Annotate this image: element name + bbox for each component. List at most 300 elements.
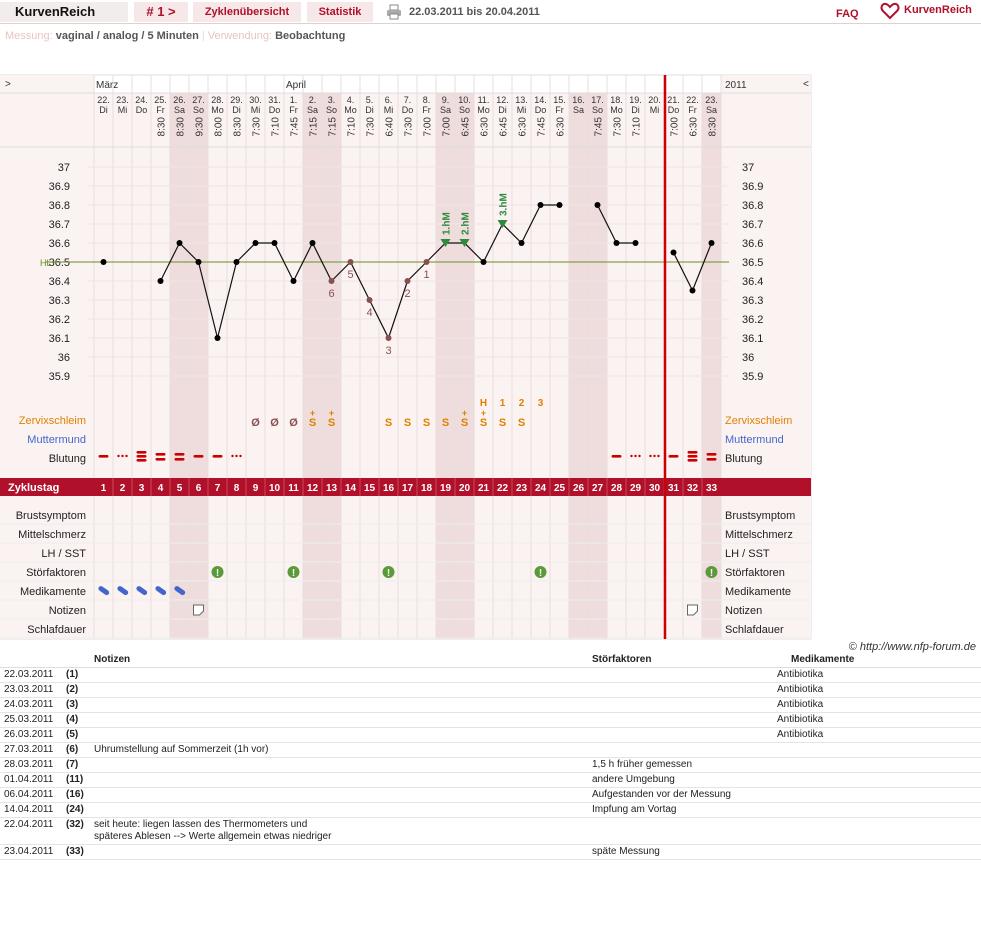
measure-time: 7:10	[631, 117, 643, 137]
bleeding-dot	[235, 455, 237, 457]
measure-time: 6:30	[517, 117, 529, 137]
day-date: 3.	[327, 95, 336, 105]
bleeding-dot	[638, 455, 640, 457]
cycle-day-number: 4	[157, 483, 164, 494]
temperature-point	[177, 240, 183, 246]
disturbance-icon-mark: !	[291, 568, 296, 579]
bleeding-bar	[707, 453, 717, 456]
day-date: 12.	[496, 95, 509, 105]
measure-time: 7:30	[365, 117, 377, 137]
day-weekday: Mo	[477, 105, 490, 115]
measure-time: 7:45	[289, 117, 301, 137]
note-disturbance	[588, 697, 773, 712]
cycle-day-number: 9	[252, 483, 259, 494]
measure-time: 6:45	[460, 117, 472, 137]
day-column-bg	[398, 93, 417, 639]
note-date: 06.04.2011	[0, 787, 62, 802]
notes-table	[0, 653, 981, 860]
faq-link[interactable]: FAQ	[836, 8, 859, 20]
day-column-bg	[664, 93, 683, 639]
usage-label: Verwendung:	[207, 30, 272, 42]
temperature-point	[215, 335, 221, 341]
day-date: 28.	[211, 95, 224, 105]
day-weekday: Sa	[439, 105, 452, 115]
measure-time: 6:45	[498, 117, 510, 137]
temperature-point	[367, 297, 373, 303]
bleeding-bar	[612, 455, 622, 458]
note-disturbance	[588, 712, 773, 727]
measure-time: 7:15	[327, 117, 339, 137]
day-column-bg	[645, 93, 664, 639]
measure-time: 9:30	[194, 117, 206, 137]
day-weekday: Mi	[250, 105, 261, 115]
note-disturbance	[588, 817, 773, 844]
day-date: 9.	[441, 95, 450, 105]
mucus-symbol: Ø	[270, 417, 279, 429]
bleeding-bar	[175, 453, 185, 456]
row-label-cervix: Muttermund	[27, 434, 86, 446]
day-date: 25.	[154, 95, 167, 105]
day-weekday: Do	[135, 105, 148, 115]
y-tick-label-right: 36	[742, 352, 755, 364]
day-weekday: Do	[268, 105, 281, 115]
note-text	[90, 757, 588, 772]
day-column-bg	[227, 93, 246, 639]
note-disturbance	[588, 682, 773, 697]
note-medication	[773, 757, 981, 772]
app-title: KurvenReich	[0, 2, 128, 22]
day-date: 7.	[403, 95, 412, 105]
note-date: 23.03.2011	[0, 682, 62, 697]
day-weekday: Do	[534, 105, 547, 115]
low-temp-label: 2	[404, 288, 411, 300]
measure-time: 6:30	[479, 117, 491, 137]
cycle-day-number: 32	[686, 483, 699, 494]
note-date: 28.03.2011	[0, 757, 62, 772]
cycle-day-number: 17	[401, 483, 414, 494]
day-date: 8.	[422, 95, 431, 105]
day-date: 19.	[629, 95, 642, 105]
cycle-day-number: 19	[439, 483, 452, 494]
y-tick-label-right: 36.2	[742, 314, 764, 326]
day-date: 20.	[648, 95, 661, 105]
note-medication: Antibiotika	[773, 697, 981, 712]
cycle-day-number: 11	[288, 483, 299, 494]
high-temp-label: 2.hM	[460, 212, 472, 235]
day-weekday: Sa	[572, 105, 585, 115]
measure-time: 7:30	[403, 117, 415, 137]
day-column-bg	[303, 93, 322, 639]
day-column-bg	[550, 93, 569, 639]
mucus-symbol: S	[517, 417, 526, 429]
date-range: 22.03.2011 bis 20.04.2011	[409, 6, 540, 18]
mucus-plus: +	[480, 408, 487, 418]
cycle-day-number: 29	[629, 483, 642, 494]
day-column-bg	[531, 93, 550, 639]
cycle-day-number: 20	[458, 483, 471, 494]
day-weekday: Di	[232, 105, 241, 115]
mucus-symbol: S	[441, 417, 450, 429]
day-date: 21.	[667, 95, 680, 105]
row-label-right-notes: Notizen	[725, 605, 763, 617]
stoer-header: Störfaktoren	[588, 653, 773, 667]
note-disturbance: Aufgestanden vor der Messung	[588, 787, 773, 802]
high-temp-label: 1.hM	[441, 212, 453, 235]
note-medication	[773, 787, 981, 802]
day-column-bg	[417, 93, 436, 639]
mucus-symbol: S	[498, 417, 507, 429]
day-weekday: Do	[667, 105, 680, 115]
disturbance-icon-mark: !	[538, 568, 543, 579]
note-text: Uhrumstellung auf Sommerzeit (1h vor)	[90, 742, 588, 757]
day-weekday: Mo	[211, 105, 224, 115]
temperature-point	[538, 202, 544, 208]
row-label-mucus: Zervixschleim	[18, 415, 86, 427]
day-weekday: So	[458, 105, 471, 115]
bleeding-bar	[707, 458, 717, 461]
row-label-right-cervix: Muttermund	[725, 434, 784, 446]
day-weekday: Mi	[383, 105, 394, 115]
row-label-right-stoer: Störfaktoren	[725, 567, 785, 579]
day-column-bg	[607, 93, 626, 639]
note-medication	[773, 817, 981, 844]
bleeding-bar	[669, 455, 679, 458]
bleeding-dot	[117, 455, 119, 457]
bleeding-bar	[194, 455, 204, 458]
temperature-point	[196, 259, 202, 265]
temperature-point	[234, 259, 240, 265]
cycle-day-number: 24	[534, 483, 547, 494]
notes-header: Notizen	[90, 653, 588, 667]
day-date: 29.	[230, 95, 243, 105]
row-label-notes: Notizen	[48, 605, 86, 617]
y-tick-label-right: 36.7	[742, 219, 764, 231]
note-text	[90, 802, 588, 817]
temperature-point	[557, 202, 563, 208]
mucus-plus: +	[461, 408, 468, 418]
y-tick-label-right: 36.3	[742, 295, 764, 307]
bleeding-bar	[175, 458, 185, 461]
y-tick-label-right: 36.8	[742, 200, 764, 212]
day-column-bg	[569, 93, 588, 639]
y-tick-label: 36.3	[48, 295, 70, 307]
measure-time: 7:15	[308, 117, 320, 137]
bleeding-bar	[688, 459, 698, 462]
notes-row	[0, 727, 981, 742]
y-tick-label: 35.9	[48, 371, 70, 383]
row-label-lh: LH / SST	[41, 548, 86, 560]
y-tick-label: 36.2	[48, 314, 70, 326]
temperature-point	[481, 259, 487, 265]
bleeding-bar	[213, 455, 223, 458]
note-cycle-day: (33)	[62, 844, 90, 859]
row-label-bleeding: Blutung	[48, 453, 86, 465]
med-header: Medikamente	[773, 653, 981, 667]
day-column-bg	[132, 93, 151, 639]
note-date: 01.04.2011	[0, 772, 62, 787]
cycle-day-number: 10	[268, 483, 281, 494]
note-cycle-day: (16)	[62, 787, 90, 802]
y-tick-label: 36.1	[48, 333, 70, 345]
day-weekday: Fr	[422, 105, 431, 115]
temperature-point	[158, 278, 164, 284]
day-weekday: Fr	[289, 105, 298, 115]
temperature-point	[690, 288, 696, 294]
day-date: 5.	[365, 95, 374, 105]
day-column-bg	[702, 93, 721, 639]
y-tick-label: 36.4	[48, 276, 70, 288]
day-weekday: Do	[401, 105, 414, 115]
coverline-label: HL	[40, 258, 52, 268]
temperature-point	[671, 250, 677, 256]
note-text	[90, 844, 588, 859]
temperature-point	[329, 278, 335, 284]
note-cycle-day: (24)	[62, 802, 90, 817]
row-label-right-med: Medikamente	[725, 586, 792, 598]
cycle-day-number: 25	[553, 483, 566, 494]
usage-value: Beobachtung	[275, 30, 346, 42]
day-date: 23.	[116, 95, 129, 105]
cycle-day-number: 21	[477, 483, 490, 494]
bleeding-dot	[657, 455, 659, 457]
notes-row	[0, 712, 981, 727]
bleeding-bar	[137, 459, 147, 462]
cycle-day-number: 14	[344, 483, 357, 494]
note-date: 25.03.2011	[0, 712, 62, 727]
day-column-bg	[341, 93, 360, 639]
note-medication	[773, 802, 981, 817]
y-tick-label: 36	[57, 352, 70, 364]
year-label: 2011	[725, 80, 747, 91]
mucus-symbol: S	[403, 417, 412, 429]
day-weekday: Mi	[117, 105, 128, 115]
statistics-tab[interactable]: Statistik	[307, 2, 373, 22]
mucus-plus: +	[309, 408, 316, 418]
note-medication: Antibiotika	[773, 667, 981, 682]
day-column-bg	[436, 93, 455, 639]
day-weekday: Di	[631, 105, 640, 115]
day-date: 16.	[572, 95, 585, 105]
day-weekday: Fr	[156, 105, 165, 115]
day-column-bg	[94, 93, 113, 639]
row-label-right-breast: Brustsymptom	[725, 510, 796, 522]
note-date: 26.03.2011	[0, 727, 62, 742]
day-column-bg	[474, 93, 493, 639]
cycle-day-number: 3	[138, 483, 145, 494]
day-date: 26.	[173, 95, 186, 105]
measure-time: 6:30	[688, 117, 700, 137]
day-weekday: Sa	[173, 105, 186, 115]
nav-right-arrow: <	[803, 79, 809, 90]
note-date: 24.03.2011	[0, 697, 62, 712]
day-date: 2.	[308, 95, 317, 105]
temperature-point	[386, 335, 392, 341]
temperature-point	[272, 240, 278, 246]
bleeding-bar	[156, 458, 166, 461]
day-date: 6.	[384, 95, 393, 105]
measure-time: 6:40	[384, 117, 396, 137]
mucus-peak-label: 3	[537, 398, 544, 409]
cycle-day-number: 8	[233, 483, 240, 494]
y-tick-label-right: 36.4	[742, 276, 764, 288]
temperature-point	[310, 240, 316, 246]
day-weekday: Mo	[344, 105, 357, 115]
day-date: 14.	[534, 95, 547, 105]
measure-time: 6:30	[555, 117, 567, 137]
low-temp-label: 6	[328, 288, 335, 300]
note-medication: Antibiotika	[773, 682, 981, 697]
bleeding-bar	[99, 455, 109, 458]
day-column-bg	[683, 93, 702, 639]
note-cycle-day: (7)	[62, 757, 90, 772]
measure-time: 7:45	[536, 117, 548, 137]
note-medication: Antibiotika	[773, 727, 981, 742]
cycle-day-number: 12	[306, 483, 319, 494]
measure-time: 8:30	[707, 117, 719, 137]
cycle-day-number: 27	[591, 483, 604, 494]
note-medication: Antibiotika	[773, 712, 981, 727]
note-medication	[773, 844, 981, 859]
cycle-day-number: 13	[325, 483, 338, 494]
day-date: 13.	[515, 95, 528, 105]
note-medication	[773, 772, 981, 787]
separator: |	[201, 30, 208, 42]
nav-left-arrow: >	[5, 79, 11, 90]
cycle-day-number: 2	[119, 483, 126, 494]
notes-row	[0, 682, 981, 697]
note-medication	[773, 742, 981, 757]
measure-time: 7:30	[612, 117, 624, 137]
y-tick-label-right: 37	[742, 162, 755, 174]
day-date: 11.	[477, 95, 490, 105]
row-label-right-mucus: Zervixschleim	[725, 415, 793, 427]
row-label-med: Medikamente	[19, 586, 86, 598]
note-cycle-day: (32)	[62, 817, 90, 844]
note-text	[90, 787, 588, 802]
measure-time: 7:10	[346, 117, 358, 137]
mucus-symbol: Ø	[251, 417, 260, 429]
note-date: 23.04.2011	[0, 844, 62, 859]
low-temp-label: 3	[385, 345, 392, 357]
cycle-day-number: 31	[667, 483, 680, 494]
low-temp-label: 4	[366, 307, 373, 319]
bleeding-dot	[239, 455, 241, 457]
day-date: 17.	[591, 95, 604, 105]
notes-row	[0, 802, 981, 817]
day-column-bg	[588, 93, 607, 639]
measure-time: 8:00	[213, 117, 225, 137]
cycle-day-number: 30	[648, 483, 661, 494]
temperature-point	[291, 278, 297, 284]
measure-time: 7:45	[593, 117, 605, 137]
measure-time: 7:00	[422, 117, 434, 137]
row-label-breast: Brustsymptom	[15, 510, 86, 522]
temperature-point	[633, 240, 639, 246]
day-weekday: Fr	[555, 105, 564, 115]
cycle-day-number: 23	[515, 483, 528, 494]
mucus-symbol: S	[422, 417, 431, 429]
cycle-overview-tab[interactable]: Zyklenübersicht	[193, 2, 301, 22]
logo-text: KurvenReich	[904, 4, 972, 16]
measure-time: 8:30	[175, 117, 187, 137]
bleeding-dot	[653, 455, 655, 457]
note-cycle-day: (1)	[62, 667, 90, 682]
day-weekday: So	[591, 105, 604, 115]
cycle-day-number: 15	[363, 483, 376, 494]
day-date: 15.	[553, 95, 566, 105]
day-date: 24.	[135, 95, 148, 105]
note-disturbance	[588, 727, 773, 742]
notes-row	[0, 742, 981, 757]
measure-time: 7:30	[251, 117, 263, 137]
cycle-number-button[interactable]: # 1 >	[134, 2, 188, 22]
note-text	[90, 682, 588, 697]
notes-row	[0, 757, 981, 772]
cycle-day-number: 26	[572, 483, 585, 494]
note-date: 22.04.2011	[0, 817, 62, 844]
temperature-point	[101, 259, 107, 265]
day-column-bg	[360, 93, 379, 639]
note-date: 22.03.2011	[0, 667, 62, 682]
cycle-day-number: 5	[176, 483, 183, 494]
row-label-right-lh: LH / SST	[725, 548, 770, 560]
bleeding-dot	[231, 455, 233, 457]
bleeding-dot	[125, 455, 127, 457]
row-label-right-sleep: Schlafdauer	[725, 624, 784, 636]
day-column-bg	[265, 93, 284, 639]
note-disturbance: 1,5 h früher gemessen	[588, 757, 773, 772]
mucus-plus: +	[328, 408, 335, 418]
day-weekday: Mi	[516, 105, 527, 115]
mucus-symbol: S	[327, 417, 336, 429]
note-cycle-day: (4)	[62, 712, 90, 727]
cycle-day-number: 33	[705, 483, 718, 494]
disturbance-icon-mark: !	[215, 568, 220, 579]
mucus-symbol: S	[308, 417, 317, 429]
note-text	[90, 697, 588, 712]
temperature-point	[519, 240, 525, 246]
low-temp-label: 1	[423, 269, 430, 281]
row-label-mittel: Mittelschmerz	[18, 529, 86, 541]
day-column-bg	[512, 93, 531, 639]
y-tick-label: 36.8	[48, 200, 70, 212]
bleeding-dot	[649, 455, 651, 457]
cycle-day-number: 16	[382, 483, 395, 494]
day-date: 30.	[249, 95, 262, 105]
notes-row	[0, 817, 981, 844]
measure-time: 7:00	[441, 117, 453, 137]
mucus-symbol: S	[479, 417, 488, 429]
note-text	[90, 667, 588, 682]
y-tick-label: 36.7	[48, 219, 70, 231]
mucus-symbol: Ø	[289, 417, 298, 429]
cycle-day-number: 28	[610, 483, 623, 494]
notes-row	[0, 844, 981, 859]
bleeding-bar	[688, 455, 698, 458]
day-date: 23.	[705, 95, 718, 105]
bleeding-dot	[634, 455, 636, 457]
y-tick-label: 36.9	[48, 181, 70, 193]
measure-time: 7:10	[270, 117, 282, 137]
measurement-value: vaginal / analog / 5 Minuten	[55, 30, 199, 42]
y-tick-label: 36.5	[48, 257, 70, 269]
row-label-sleep: Schlafdauer	[27, 624, 86, 636]
mucus-symbol: S	[460, 417, 469, 429]
day-column-bg	[626, 93, 645, 639]
note-cycle-day: (3)	[62, 697, 90, 712]
day-column-bg	[189, 93, 208, 639]
day-column-bg	[113, 93, 132, 639]
